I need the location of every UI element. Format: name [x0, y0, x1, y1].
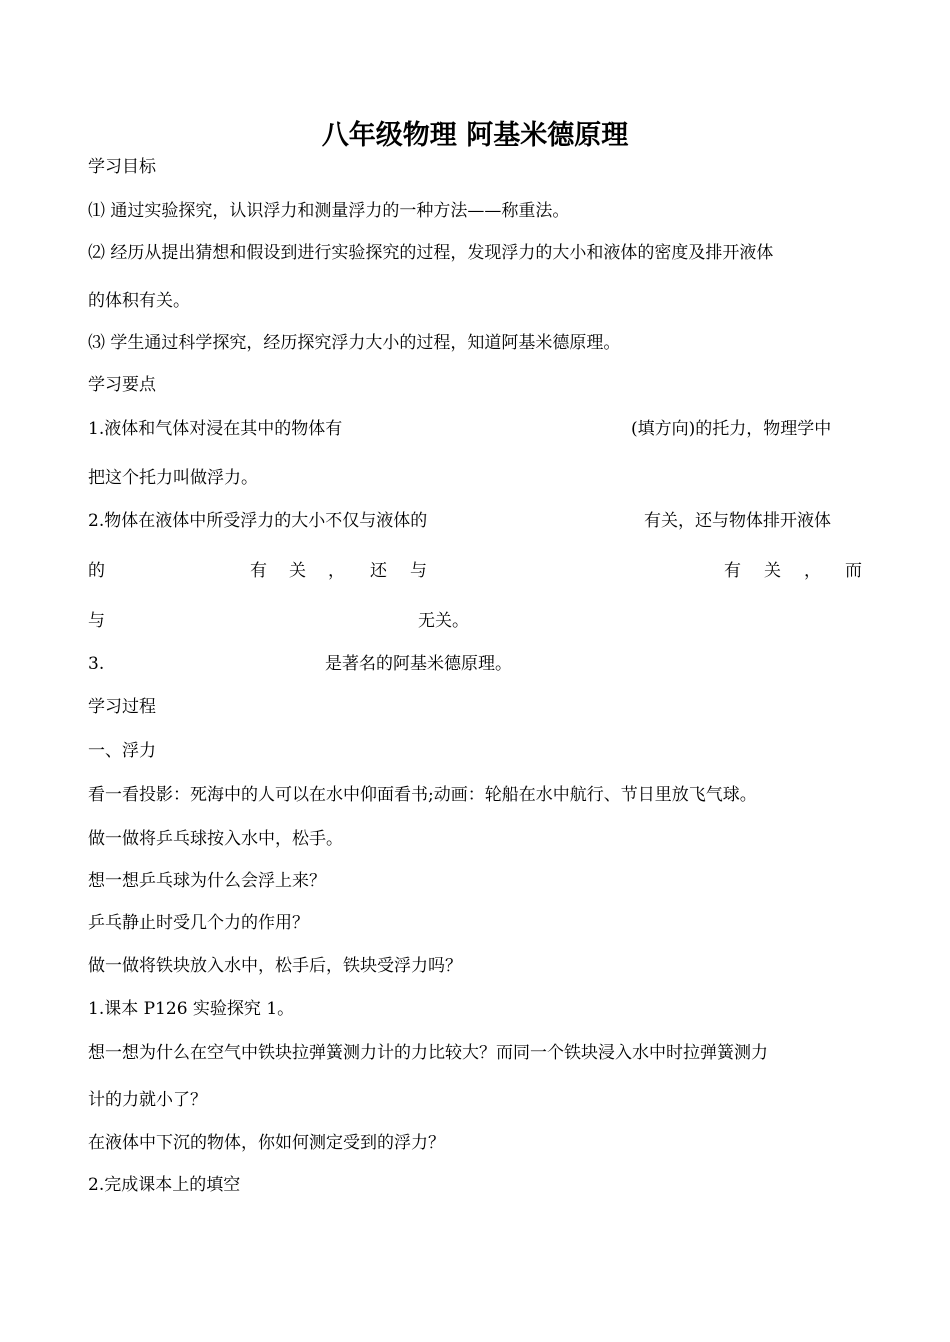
- goals-heading: 学习目标: [88, 157, 156, 177]
- process-line: 想一想为什么在空气中铁块拉弹簧测力计的力比较大？而同一个铁块浸入水中时拉弹簧测力: [88, 1043, 768, 1063]
- key-point-2-line-2-word: 关: [289, 561, 306, 581]
- process-line: 想一想乒乓球为什么会浮上来？: [88, 871, 326, 891]
- goal-item-2-line-1: ⑵ 经历从提出猜想和假设到进行实验探究的过程，发现浮力的大小和液体的密度及排开液体: [88, 243, 774, 263]
- key-point-2-line-2-word: 有: [250, 561, 267, 581]
- section-heading: 一、浮力: [88, 741, 156, 761]
- key-point-1-end: (填方向)的托力，物理学中: [631, 419, 832, 439]
- key-point-3-text: 是著名的阿基米德原理。: [325, 654, 512, 674]
- process-line: 看一看投影：死海中的人可以在水中仰面看书;动画：轮船在水中航行、节日里放飞气球。: [88, 785, 757, 805]
- goal-item-3: ⑶ 学生通过科学探究，经历探究浮力大小的过程，知道阿基米德原理。: [88, 333, 621, 353]
- goal-item-1: ⑴ 通过实验探究，认识浮力和测量浮力的一种方法——称重法。: [88, 201, 570, 221]
- key-point-2-line-2-word: ，: [804, 561, 821, 581]
- process-line: 在液体中下沉的物体，你如何测定受到的浮力？: [88, 1133, 445, 1153]
- key-point-1-line-2: 把这个托力叫做浮力。: [88, 468, 258, 488]
- key-point-2-line-3-word: 与: [88, 611, 105, 631]
- goal-item-2-line-2: 的体积有关。: [88, 291, 190, 311]
- key-point-2-line-2-word: ，: [328, 561, 345, 581]
- key-point-2-line-2-word: 有: [724, 561, 741, 581]
- key-point-2-end: 有关，还与物体排开液体: [644, 511, 831, 531]
- process-heading: 学习过程: [88, 697, 156, 717]
- key-point-3-number: 3.: [88, 654, 105, 674]
- key-point-2-line-2-word: 关: [764, 561, 781, 581]
- process-line: 2.完成课本上的填空: [88, 1175, 241, 1195]
- document-title: 八年级物理 阿基米德原理: [321, 120, 629, 151]
- process-line: 做一做将乒乓球按入水中，松手。: [88, 829, 343, 849]
- key-point-2-start: 2.物体在液体中所受浮力的大小不仅与液体的: [88, 511, 428, 531]
- key-point-2-line-3-word: 无关。: [418, 611, 469, 631]
- process-line: 计的力就小了？: [88, 1090, 207, 1110]
- process-line: 乒乓静止时受几个力的作用？: [88, 913, 309, 933]
- key-points-heading: 学习要点: [88, 375, 156, 395]
- key-point-2-line-2-word: 而: [845, 561, 862, 581]
- key-point-2-line-2-word: 还: [370, 561, 387, 581]
- key-point-2-line-2-word: 与: [410, 561, 427, 581]
- key-point-1-start: 1.液体和气体对浸在其中的物体有: [88, 419, 343, 439]
- process-line: 1.课本 P126 实验探究 1。: [88, 999, 295, 1019]
- process-line: 做一做将铁块放入水中，松手后，铁块受浮力吗？: [88, 956, 462, 976]
- key-point-2-line-2-word: 的: [88, 561, 105, 581]
